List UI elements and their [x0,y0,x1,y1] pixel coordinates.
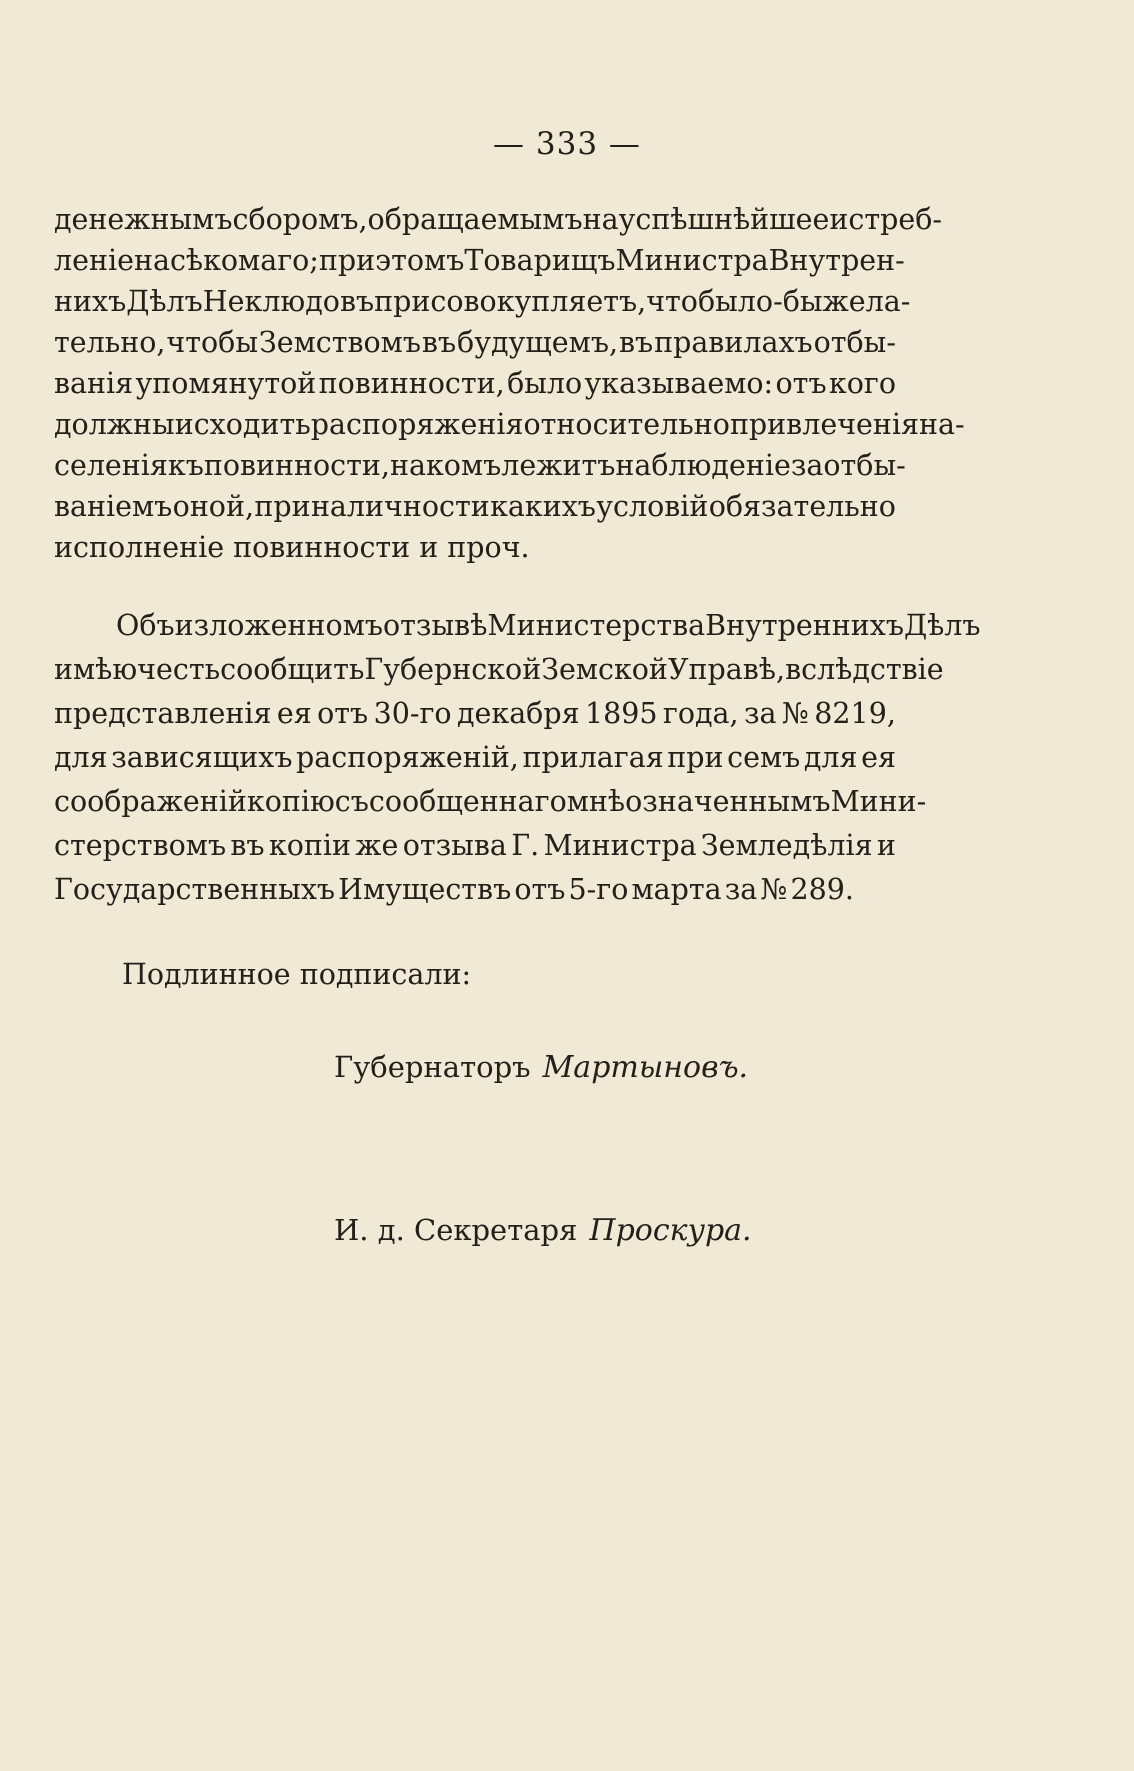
word: при [667,741,724,774]
word: Государственныхъ [54,873,336,906]
word: марта [631,873,722,906]
word: же [355,829,399,862]
governor-name: Мартыновъ. [542,1050,749,1085]
word: семъ [727,741,801,774]
word: декабря [456,697,580,730]
word: въ [421,326,457,359]
word: Губернской [364,653,542,686]
word: чтобы [166,326,259,359]
word: № [760,873,788,906]
word: тельно, [54,326,166,359]
paragraph-2-line-3 [54,694,896,734]
word: какихъ [490,490,596,523]
word: Товарищъ [464,244,616,277]
word: Имуществъ [338,873,512,906]
word: повинности, [318,367,505,400]
word: Г. [511,829,540,862]
word: за [790,449,824,482]
word: лежитъ [501,449,616,482]
paragraph-2-line-7 [54,870,854,910]
word: ея [861,741,896,774]
word: наличности [310,490,490,523]
word: и [876,829,896,862]
word: ваніемъ [54,490,173,523]
word: насѣкомаго; [133,244,319,277]
word: сообщеннаго [368,785,567,818]
word: Неклюдовъ [202,285,375,318]
word: распоряженій, [296,741,519,774]
word: за [743,697,777,730]
word: за [724,873,758,906]
word: ея [276,697,312,730]
word: Министра [615,244,769,277]
word: 8219, [814,697,896,730]
word: Дѣлъ [903,609,981,642]
paragraph-1-line-8 [54,487,896,527]
word: Внутреннихъ [705,609,904,642]
word: правилахъ [654,326,813,359]
word: привлеченія [729,408,919,441]
word: № [781,697,809,730]
word: на [582,203,619,236]
word: успѣшнѣйшее [618,203,830,236]
word: было [507,367,583,400]
word: 289. [790,873,854,906]
word: денежнымъ [54,203,233,236]
word: на [389,449,426,482]
word: имѣю [54,653,138,686]
paragraph-1-line-1 [54,200,943,240]
word: упомянутой [135,367,317,400]
word: относительно [523,408,730,441]
word: селенія [54,449,168,482]
word: на- [919,408,965,441]
paragraph-1-line-7 [54,446,906,486]
word: Земледѣлія [700,829,873,862]
word: прилагая [522,741,664,774]
word: обращаемымъ [367,203,583,236]
word: къ [167,449,204,482]
word: отзыва [402,829,507,862]
word: отъ [775,367,827,400]
paragraph-1-line-5 [54,364,896,404]
word: нихъ [54,285,127,318]
paragraph-1-line-4 [54,323,896,363]
word: съ [334,785,369,818]
word: копію [246,785,335,818]
word: зависящихъ [111,741,293,774]
word: обязательно [708,490,896,523]
word: должны [54,408,175,441]
word: отбы- [823,449,906,482]
paragraph-2-line-1 [116,606,981,646]
word: 30-го [373,697,452,730]
paragraph-1-line-3 [54,282,911,322]
paragraph-1-line-6 [54,405,965,445]
word: повинности, [203,449,390,482]
word: 5-го [568,873,629,906]
word: сборомъ, [232,203,368,236]
word: Мини- [830,785,927,818]
word: ванія [54,367,134,400]
word: этомъ [375,244,465,277]
word: въ [618,326,654,359]
word: Внутрен- [768,244,905,277]
paragraph-2-line-6 [54,826,896,866]
word: Объ [116,609,175,642]
word: исходить [174,408,311,441]
word: отъ [514,873,566,906]
paragraph-2-line-5 [54,782,927,822]
paragraph-2-line-2 [54,650,944,690]
word: для [54,741,108,774]
word: истреб- [829,203,943,236]
word: жела- [822,285,911,318]
word: Дѣлъ [126,285,203,318]
governor-signature [334,1050,748,1085]
word: мнѣ [566,785,626,818]
word: при [254,490,311,523]
word: отзывѣ [383,609,488,642]
word: Управѣ, [667,653,786,686]
word: распоряженія [310,408,524,441]
paragraph-1-line-9: исполненіе повинности и проч. [54,531,530,564]
word: что [646,285,698,318]
page-number: — 333 — [493,126,641,162]
governor-title: Губернаторъ [334,1050,531,1084]
word: представленія [54,697,272,730]
secretary-signature [334,1213,752,1248]
word: Земствомъ [258,326,421,359]
paragraph-1-line-2 [54,241,905,281]
word: условій [596,490,709,523]
word: комъ [425,449,502,482]
word: Земской [541,653,668,686]
word: стерствомъ [54,829,227,862]
word: присовокупляетъ, [374,285,647,318]
secretary-name: Проскура. [589,1213,752,1248]
word: кого [828,367,896,400]
word: будущемъ, [457,326,619,359]
secretary-title: И. д. Секретаря [334,1213,578,1247]
word: наблюденіе [615,449,791,482]
word: Министра [543,829,697,862]
word: Министерства [487,609,706,642]
word: было-бы [697,285,823,318]
word: при [318,244,376,277]
word: изложенномъ [174,609,383,642]
word: означеннымъ [625,785,831,818]
paragraph-2-line-4 [54,738,896,778]
signed-by-label: Подлинное подписали: [122,958,472,991]
word: копіи [268,829,351,862]
word: сообщить [220,653,365,686]
word: въ [230,829,265,862]
word: для [803,741,858,774]
word: 1895 [584,697,658,730]
word: отбы- [813,326,896,359]
word: леніе [54,244,134,277]
word: соображеній [54,785,247,818]
word: года, [662,697,739,730]
word: честь [137,653,221,686]
word: оной, [172,490,255,523]
word: отъ [317,697,369,730]
word: вслѣдствіе [785,653,944,686]
word: указываемо: [584,367,774,400]
